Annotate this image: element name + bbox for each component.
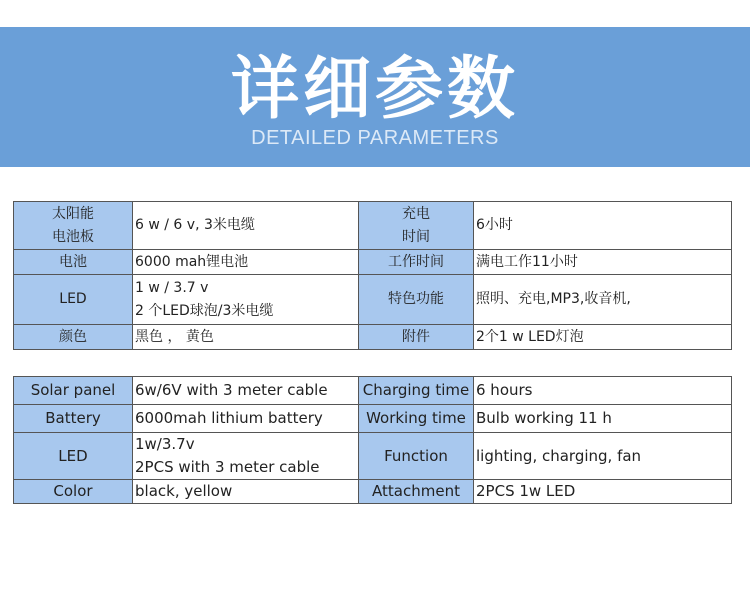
spec-label: 电池板 bbox=[52, 228, 94, 245]
spec-label-cell bbox=[14, 433, 133, 480]
spec-value: Bulb working 11 h bbox=[476, 409, 612, 427]
page-subtitle: DETAILED PARAMETERS bbox=[251, 127, 499, 149]
spec-value-cell bbox=[474, 433, 732, 480]
spec-value-cell bbox=[474, 250, 732, 275]
spec-row bbox=[14, 275, 732, 325]
spec-label: Charging time bbox=[362, 381, 470, 399]
spec-label-cell bbox=[359, 325, 474, 350]
spec-row bbox=[14, 202, 732, 250]
spec-value: 1 w / 3.7 v bbox=[135, 279, 209, 296]
spec-label-cell bbox=[359, 433, 474, 480]
spec-label: 工作时间 bbox=[388, 253, 444, 270]
spec-value: 2PCS 1w LED bbox=[476, 482, 576, 500]
spec-label-cell bbox=[14, 405, 133, 433]
spec-value: 1w/3.7v bbox=[135, 435, 195, 453]
spec-value: black, yellow bbox=[135, 482, 233, 500]
spec-value-cell bbox=[133, 480, 359, 504]
spec-table-english bbox=[13, 376, 732, 504]
spec-label: 时间 bbox=[402, 228, 430, 245]
spec-label-cell bbox=[359, 377, 474, 405]
spec-label-cell bbox=[14, 325, 133, 350]
spec-value: 6000 mah锂电池 bbox=[135, 253, 249, 270]
spec-label-cell bbox=[14, 377, 133, 405]
spec-label: Color bbox=[53, 482, 93, 500]
spec-value-cell bbox=[474, 377, 732, 405]
spec-value: 6000mah lithium battery bbox=[135, 409, 323, 427]
spec-label: Function bbox=[384, 446, 448, 465]
spec-value: 6 hours bbox=[476, 381, 533, 399]
spec-value: 2 个LED球泡/3米电缆 bbox=[135, 302, 274, 319]
spec-value-cell bbox=[474, 480, 732, 504]
spec-value-cell bbox=[133, 275, 359, 325]
spec-label-cell bbox=[359, 202, 474, 250]
spec-label-cell bbox=[14, 202, 133, 250]
header-banner bbox=[0, 27, 750, 167]
spec-value-cell bbox=[133, 250, 359, 275]
spec-row bbox=[14, 250, 732, 275]
spec-row bbox=[14, 433, 732, 480]
spec-label-cell bbox=[14, 275, 133, 325]
spec-table-body bbox=[14, 202, 732, 350]
spec-label: Battery bbox=[45, 409, 101, 427]
spec-value: 照明、充电,MP3,收音机, bbox=[476, 291, 631, 307]
spec-table-chinese bbox=[13, 201, 732, 350]
spec-row bbox=[14, 325, 732, 350]
spec-label-cell bbox=[359, 405, 474, 433]
spec-label: 颜色 bbox=[59, 328, 87, 345]
spec-value-cell bbox=[133, 202, 359, 250]
spec-label: Attachment bbox=[372, 482, 460, 500]
spec-value-cell bbox=[133, 377, 359, 405]
page-title: 详细参数 bbox=[230, 50, 519, 129]
spec-row bbox=[14, 480, 732, 504]
spec-label: 充电 bbox=[402, 205, 430, 222]
spec-label-cell bbox=[359, 275, 474, 325]
spec-value-cell bbox=[133, 405, 359, 433]
spec-value-cell bbox=[474, 202, 732, 250]
spec-value-cell bbox=[133, 325, 359, 350]
spec-label-cell bbox=[359, 480, 474, 504]
spec-label-cell bbox=[359, 250, 474, 275]
spec-value: 2个1 w LED灯泡 bbox=[476, 328, 584, 345]
spec-row bbox=[14, 405, 732, 433]
spec-label: LED bbox=[59, 291, 87, 307]
spec-label: Working time bbox=[366, 409, 466, 427]
spec-value: 6小时 bbox=[476, 217, 513, 233]
spec-label: 特色功能 bbox=[388, 291, 444, 307]
spec-table-body bbox=[14, 377, 732, 504]
spec-value-cell bbox=[474, 275, 732, 325]
spec-label: 附件 bbox=[402, 328, 430, 345]
spec-label: LED bbox=[58, 446, 88, 465]
spec-label: 电池 bbox=[59, 253, 87, 270]
spec-value: 6 w / 6 v, 3米电缆 bbox=[135, 217, 255, 233]
spec-label: Solar panel bbox=[30, 381, 116, 399]
spec-label-cell bbox=[14, 250, 133, 275]
spec-value-cell bbox=[474, 325, 732, 350]
spec-row bbox=[14, 377, 732, 405]
spec-value: 满电工作11小时 bbox=[476, 253, 578, 270]
spec-value: 黑色 ， 黄色 bbox=[135, 328, 214, 345]
spec-label-cell bbox=[14, 480, 133, 504]
spec-value-cell bbox=[474, 405, 732, 433]
spec-value: lighting, charging, fan bbox=[476, 446, 642, 465]
spec-value-cell bbox=[133, 433, 359, 480]
spec-value: 2PCS with 3 meter cable bbox=[135, 458, 320, 476]
spec-value: 6w/6V with 3 meter cable bbox=[135, 381, 328, 399]
spec-label: 太阳能 bbox=[52, 205, 94, 222]
